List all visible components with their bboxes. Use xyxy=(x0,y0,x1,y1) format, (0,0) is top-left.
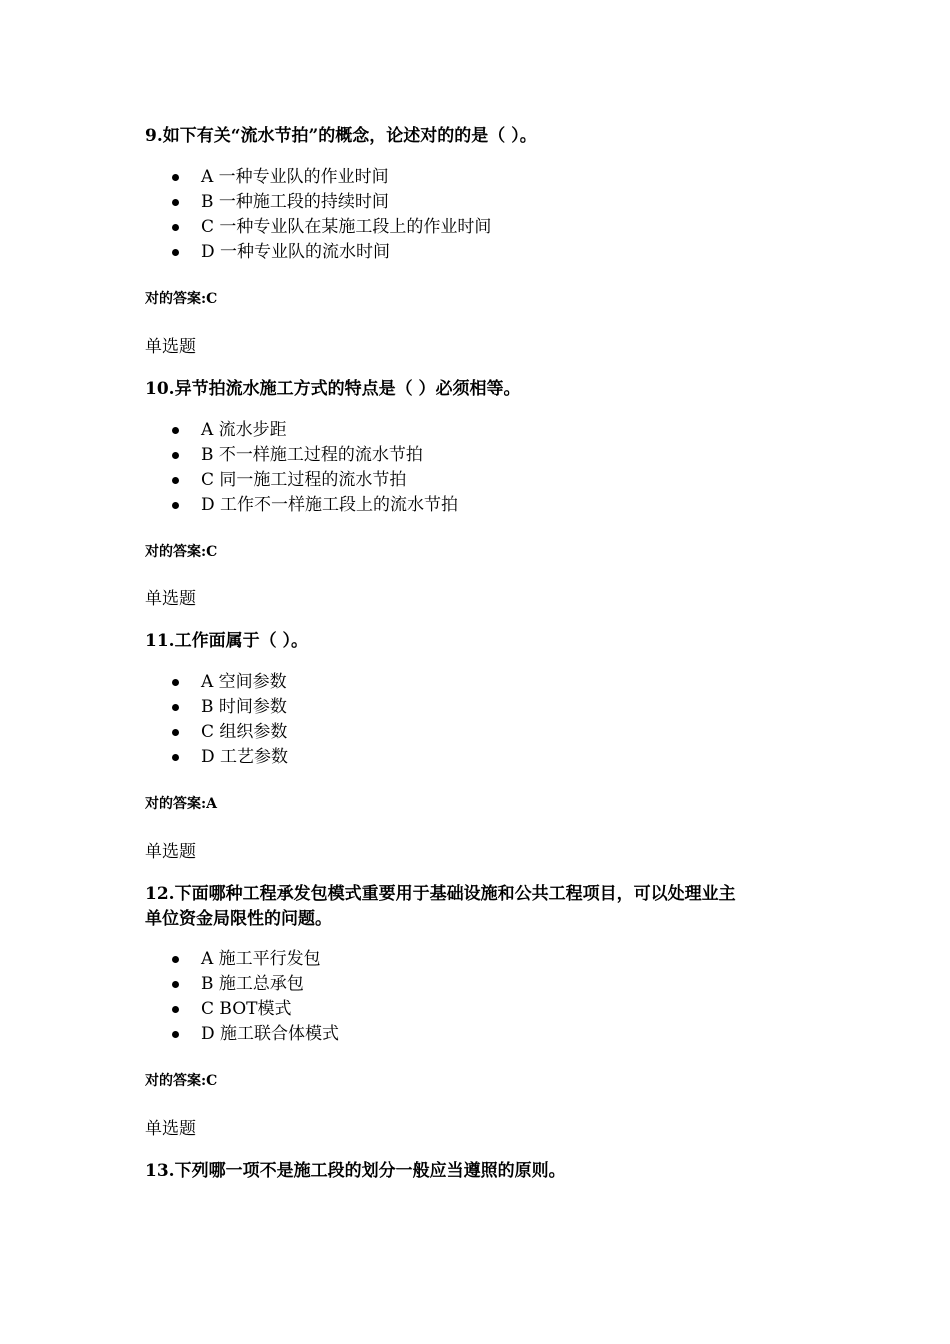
bullet-icon xyxy=(172,1006,179,1013)
question-12-title-line2: 单位资金局限性的问题。 xyxy=(145,909,332,929)
question-9-title: 9.如下有关“流水节拍”的概念，论述对的的是（ ）。 xyxy=(145,126,537,146)
option-d: D 施工联合体模式 xyxy=(170,1022,339,1047)
bullet-icon xyxy=(172,679,179,686)
bullet-icon xyxy=(172,477,179,484)
bullet-icon xyxy=(172,754,179,761)
option-c: C 同一施工过程的流水节拍 xyxy=(170,468,458,493)
option-a: A 空间参数 xyxy=(170,670,288,695)
option-d: D 工作不一样施工段上的流水节拍 xyxy=(170,493,458,518)
question-type-label: 单选题 xyxy=(145,589,196,609)
bullet-icon xyxy=(172,174,179,181)
option-d: D 一种专业队的流水时间 xyxy=(170,240,491,265)
question-12-title-line1: 12.下面哪种工程承发包模式重要用于基础设施和公共工程项目，可以处理业主 xyxy=(145,884,736,904)
option-a: A 流水步距 xyxy=(170,418,458,443)
bullet-icon xyxy=(172,224,179,231)
question-10-answer: 对的答案:C xyxy=(145,544,218,560)
option-b: B 不一样施工过程的流水节拍 xyxy=(170,443,458,468)
question-type-label: 单选题 xyxy=(145,842,196,862)
question-type-label: 单选题 xyxy=(145,1119,196,1139)
option-a: A 施工平行发包 xyxy=(170,947,339,972)
bullet-icon xyxy=(172,452,179,459)
question-9-answer: 对的答案:C xyxy=(145,291,218,307)
bullet-icon xyxy=(172,704,179,711)
option-c: C 一种专业队在某施工段上的作业时间 xyxy=(170,215,491,240)
option-a: A 一种专业队的作业时间 xyxy=(170,165,491,190)
question-12-options xyxy=(170,947,339,1047)
question-11-options xyxy=(170,670,288,770)
question-9-options xyxy=(170,165,491,265)
option-c: C BOT模式 xyxy=(170,997,339,1022)
option-b: B 一种施工段的持续时间 xyxy=(170,190,491,215)
bullet-icon xyxy=(172,1031,179,1038)
option-c: C 组织参数 xyxy=(170,720,288,745)
question-11-title: 11.工作面属于（ ）。 xyxy=(145,631,308,651)
question-12-answer: 对的答案:C xyxy=(145,1073,218,1089)
question-13-title: 13.下列哪一项不是施工段的划分一般应当遵照的原则。 xyxy=(145,1161,566,1181)
bullet-icon xyxy=(172,729,179,736)
bullet-icon xyxy=(172,502,179,509)
question-10-title: 10.异节拍流水施工方式的特点是（ ）必须相等。 xyxy=(145,379,521,399)
bullet-icon xyxy=(172,199,179,206)
option-b: B 时间参数 xyxy=(170,695,288,720)
bullet-icon xyxy=(172,427,179,434)
option-d: D 工艺参数 xyxy=(170,745,288,770)
question-11-answer: 对的答案:A xyxy=(145,796,218,812)
bullet-icon xyxy=(172,956,179,963)
bullet-icon xyxy=(172,249,179,256)
question-12-title xyxy=(145,882,825,932)
question-10-options xyxy=(170,418,458,518)
question-type-label: 单选题 xyxy=(145,337,196,357)
option-b: B 施工总承包 xyxy=(170,972,339,997)
bullet-icon xyxy=(172,981,179,988)
